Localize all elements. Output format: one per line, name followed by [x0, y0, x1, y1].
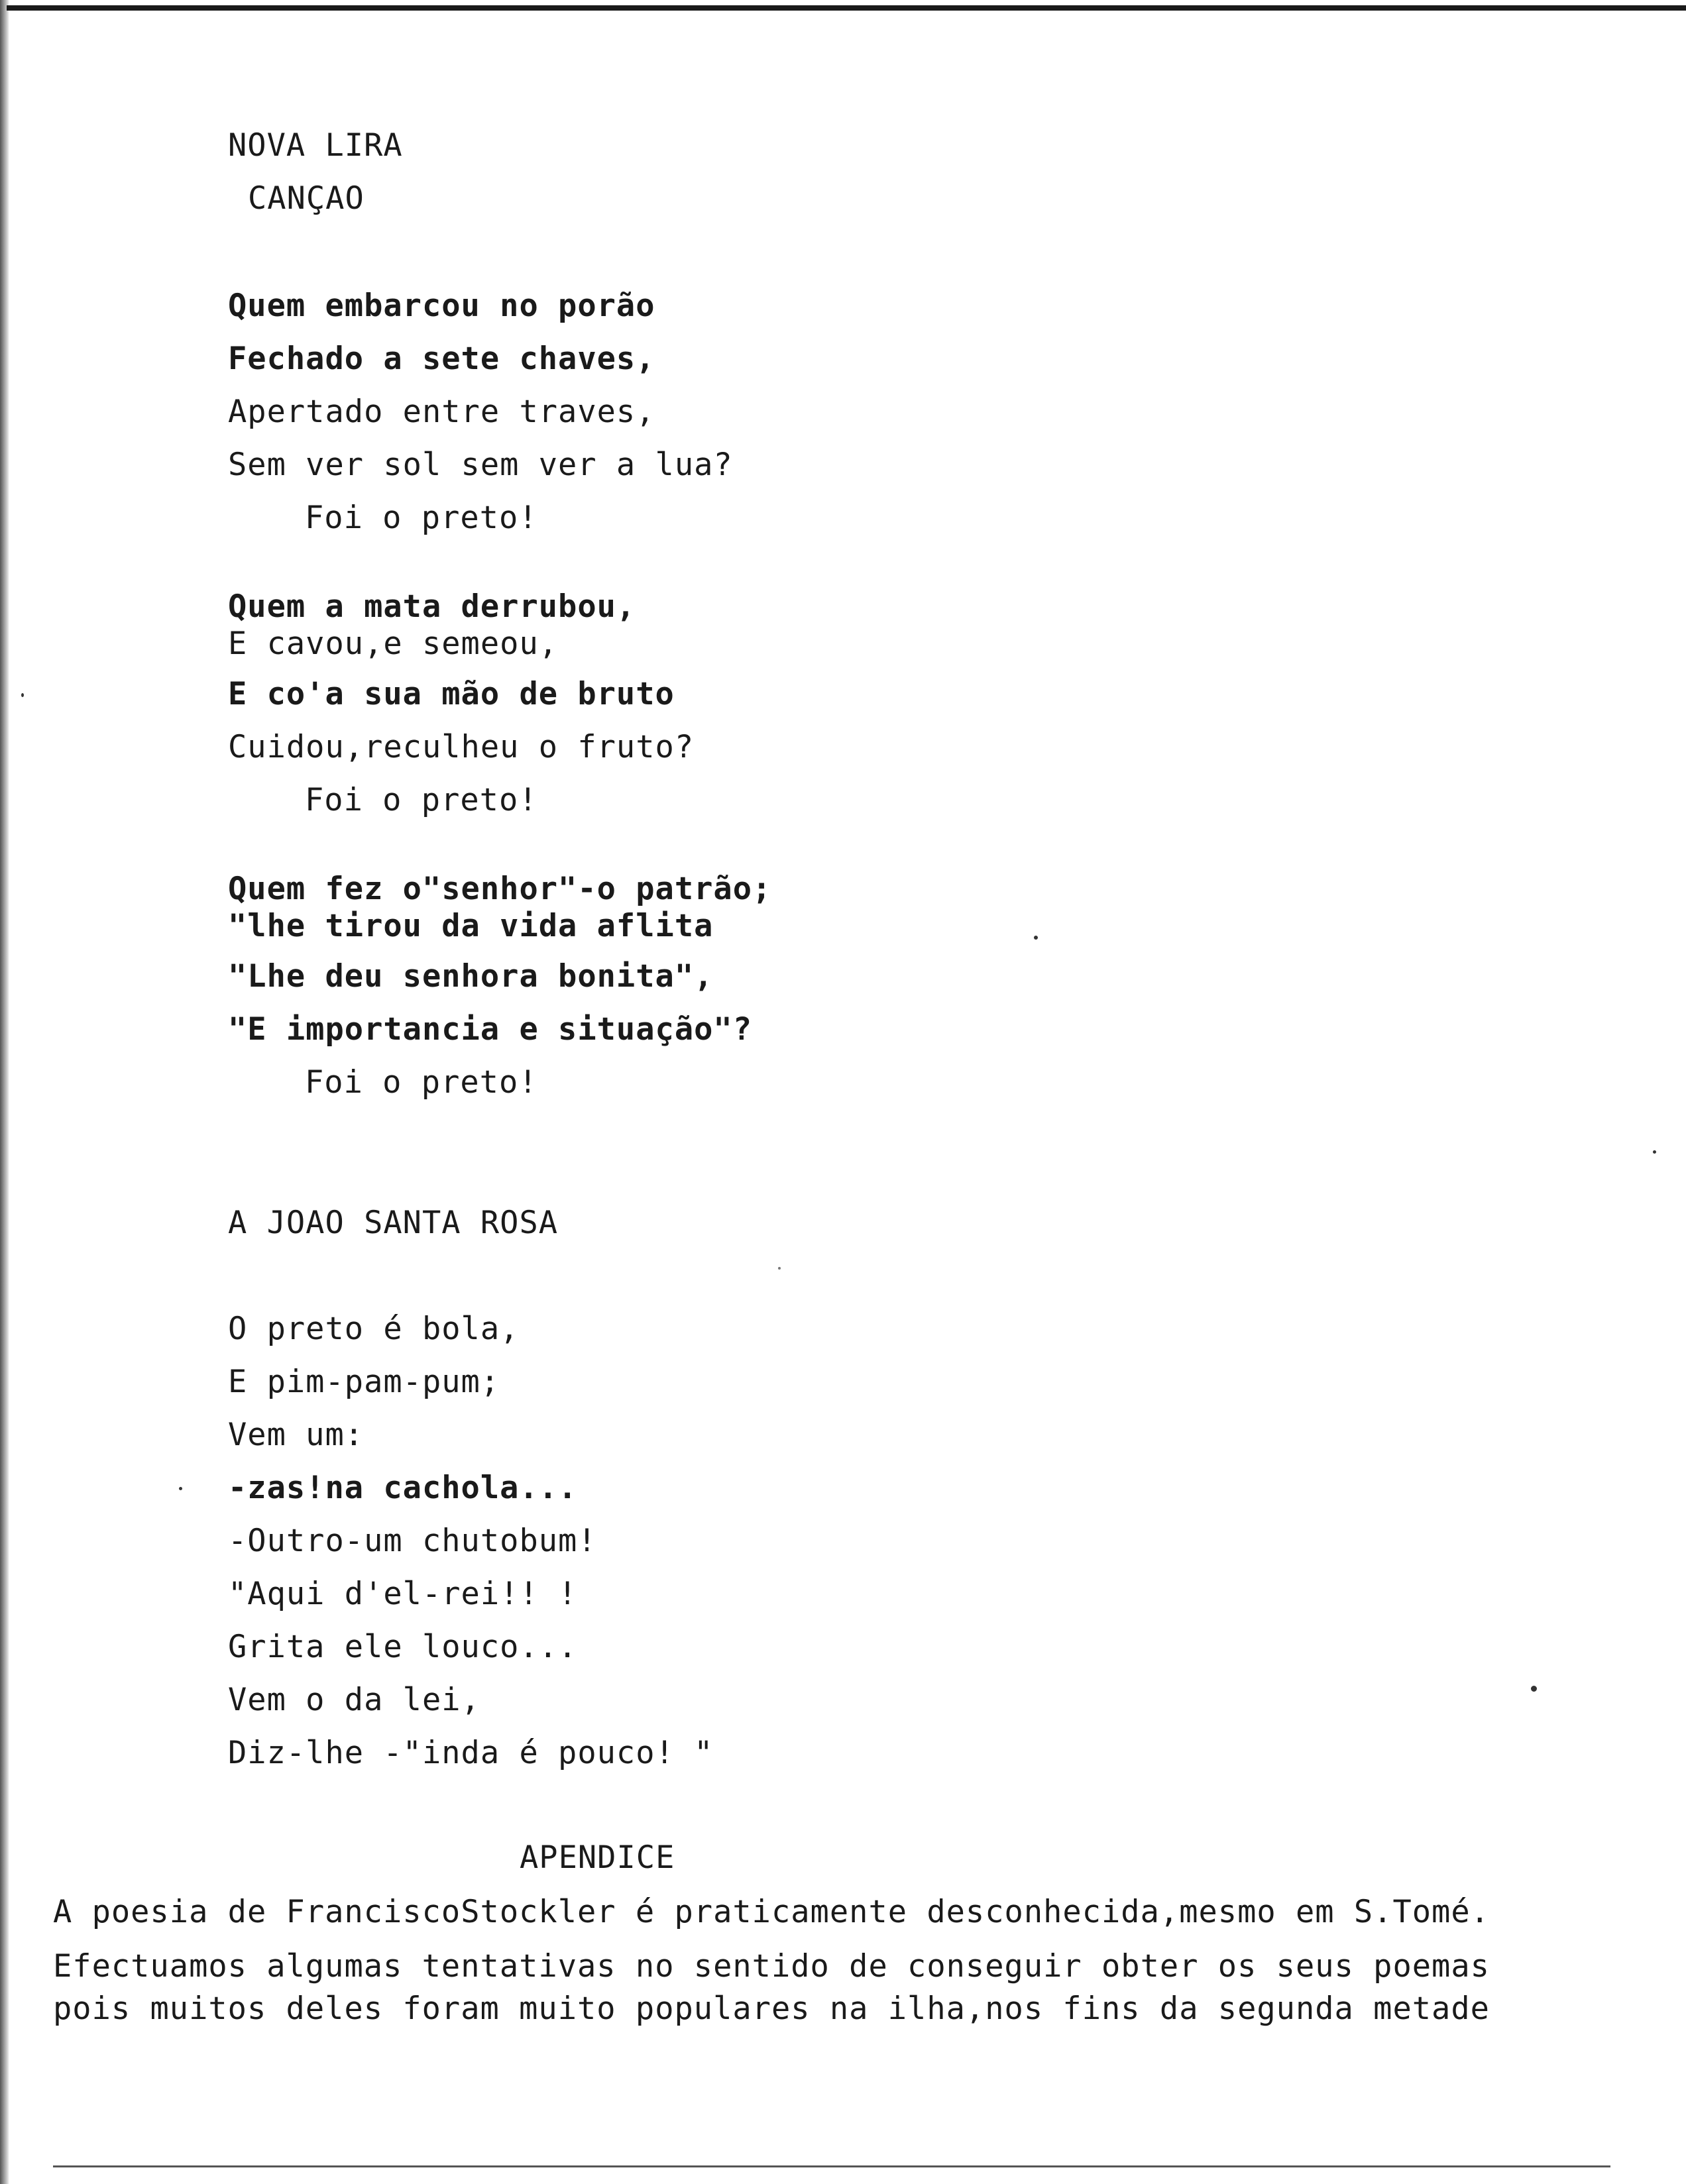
- poem2-line: -Outro-um chutobum!: [228, 1523, 597, 1559]
- scan-left-edge: [0, 0, 9, 2184]
- appendix-paragraph-line: pois muitos deles foram muito populares na ilha,nos fins da segunda metade: [53, 1991, 1490, 2027]
- poem1-line: Fechado a sete chaves,: [228, 341, 655, 377]
- poem1-line: "E importancia e situação"?: [228, 1011, 753, 1048]
- poem1-line: Cuidou,reculheu o fruto?: [228, 729, 695, 765]
- poem1-line: Apertado entre traves,: [228, 394, 655, 430]
- appendix-heading: APENDICE: [520, 1839, 675, 1876]
- poem1-line: "Lhe deu senhora bonita",: [228, 958, 714, 995]
- poem2-line: Diz-lhe -"inda é pouco! ": [228, 1735, 714, 1771]
- poem1-line: Quem embarcou no porão: [228, 288, 655, 324]
- poem1-heading: NOVA LIRA: [228, 127, 403, 164]
- poem1-refrain: Foi o preto!: [305, 782, 538, 818]
- scan-speck: [179, 1487, 182, 1490]
- poem2-heading: A JOAO SANTA ROSA: [228, 1205, 559, 1241]
- scan-speck: [1531, 1686, 1537, 1692]
- poem1-refrain: Foi o preto!: [305, 500, 538, 536]
- appendix-paragraph-line: Efectuamos algumas tentativas no sentido de conseguir obter os seus poemas: [53, 1948, 1490, 1985]
- scan-speck: [778, 1267, 781, 1270]
- poem1-subheading: CANÇAO: [248, 180, 365, 217]
- appendix-paragraph-line: A poesia de FranciscoStockler é praticamente desconhecida,mesmo em S.Tomé.: [53, 1894, 1490, 1930]
- scan-speck: [1653, 1150, 1656, 1154]
- poem1-line: "lhe tirou da vida aflita: [228, 908, 714, 944]
- poem1-line: Sem ver sol sem ver a lua?: [228, 447, 733, 483]
- poem2-line: Vem um:: [228, 1417, 365, 1453]
- poem1-line: E co'a sua mão de bruto: [228, 676, 675, 712]
- bottom-rule: [53, 2165, 1610, 2167]
- poem1-line: Quem fez o"senhor"-o patrão;: [228, 871, 772, 907]
- scan-speck: [21, 693, 24, 697]
- top-rule: [7, 5, 1686, 11]
- poem1-line: E cavou,e semeou,: [228, 626, 559, 662]
- poem2-line: Vem o da lei,: [228, 1682, 480, 1718]
- poem2-line: O preto é bola,: [228, 1311, 520, 1347]
- poem2-line: -zas!na cachola...: [228, 1470, 578, 1506]
- poem2-line: "Aqui d'el-rei!! !: [228, 1576, 578, 1612]
- poem1-refrain: Foi o preto!: [305, 1064, 538, 1101]
- scan-speck: [1034, 936, 1038, 940]
- poem2-line: E pim-pam-pum;: [228, 1364, 500, 1400]
- poem1-line: Quem a mata derrubou,: [228, 588, 636, 625]
- poem2-line: Grita ele louco...: [228, 1629, 578, 1665]
